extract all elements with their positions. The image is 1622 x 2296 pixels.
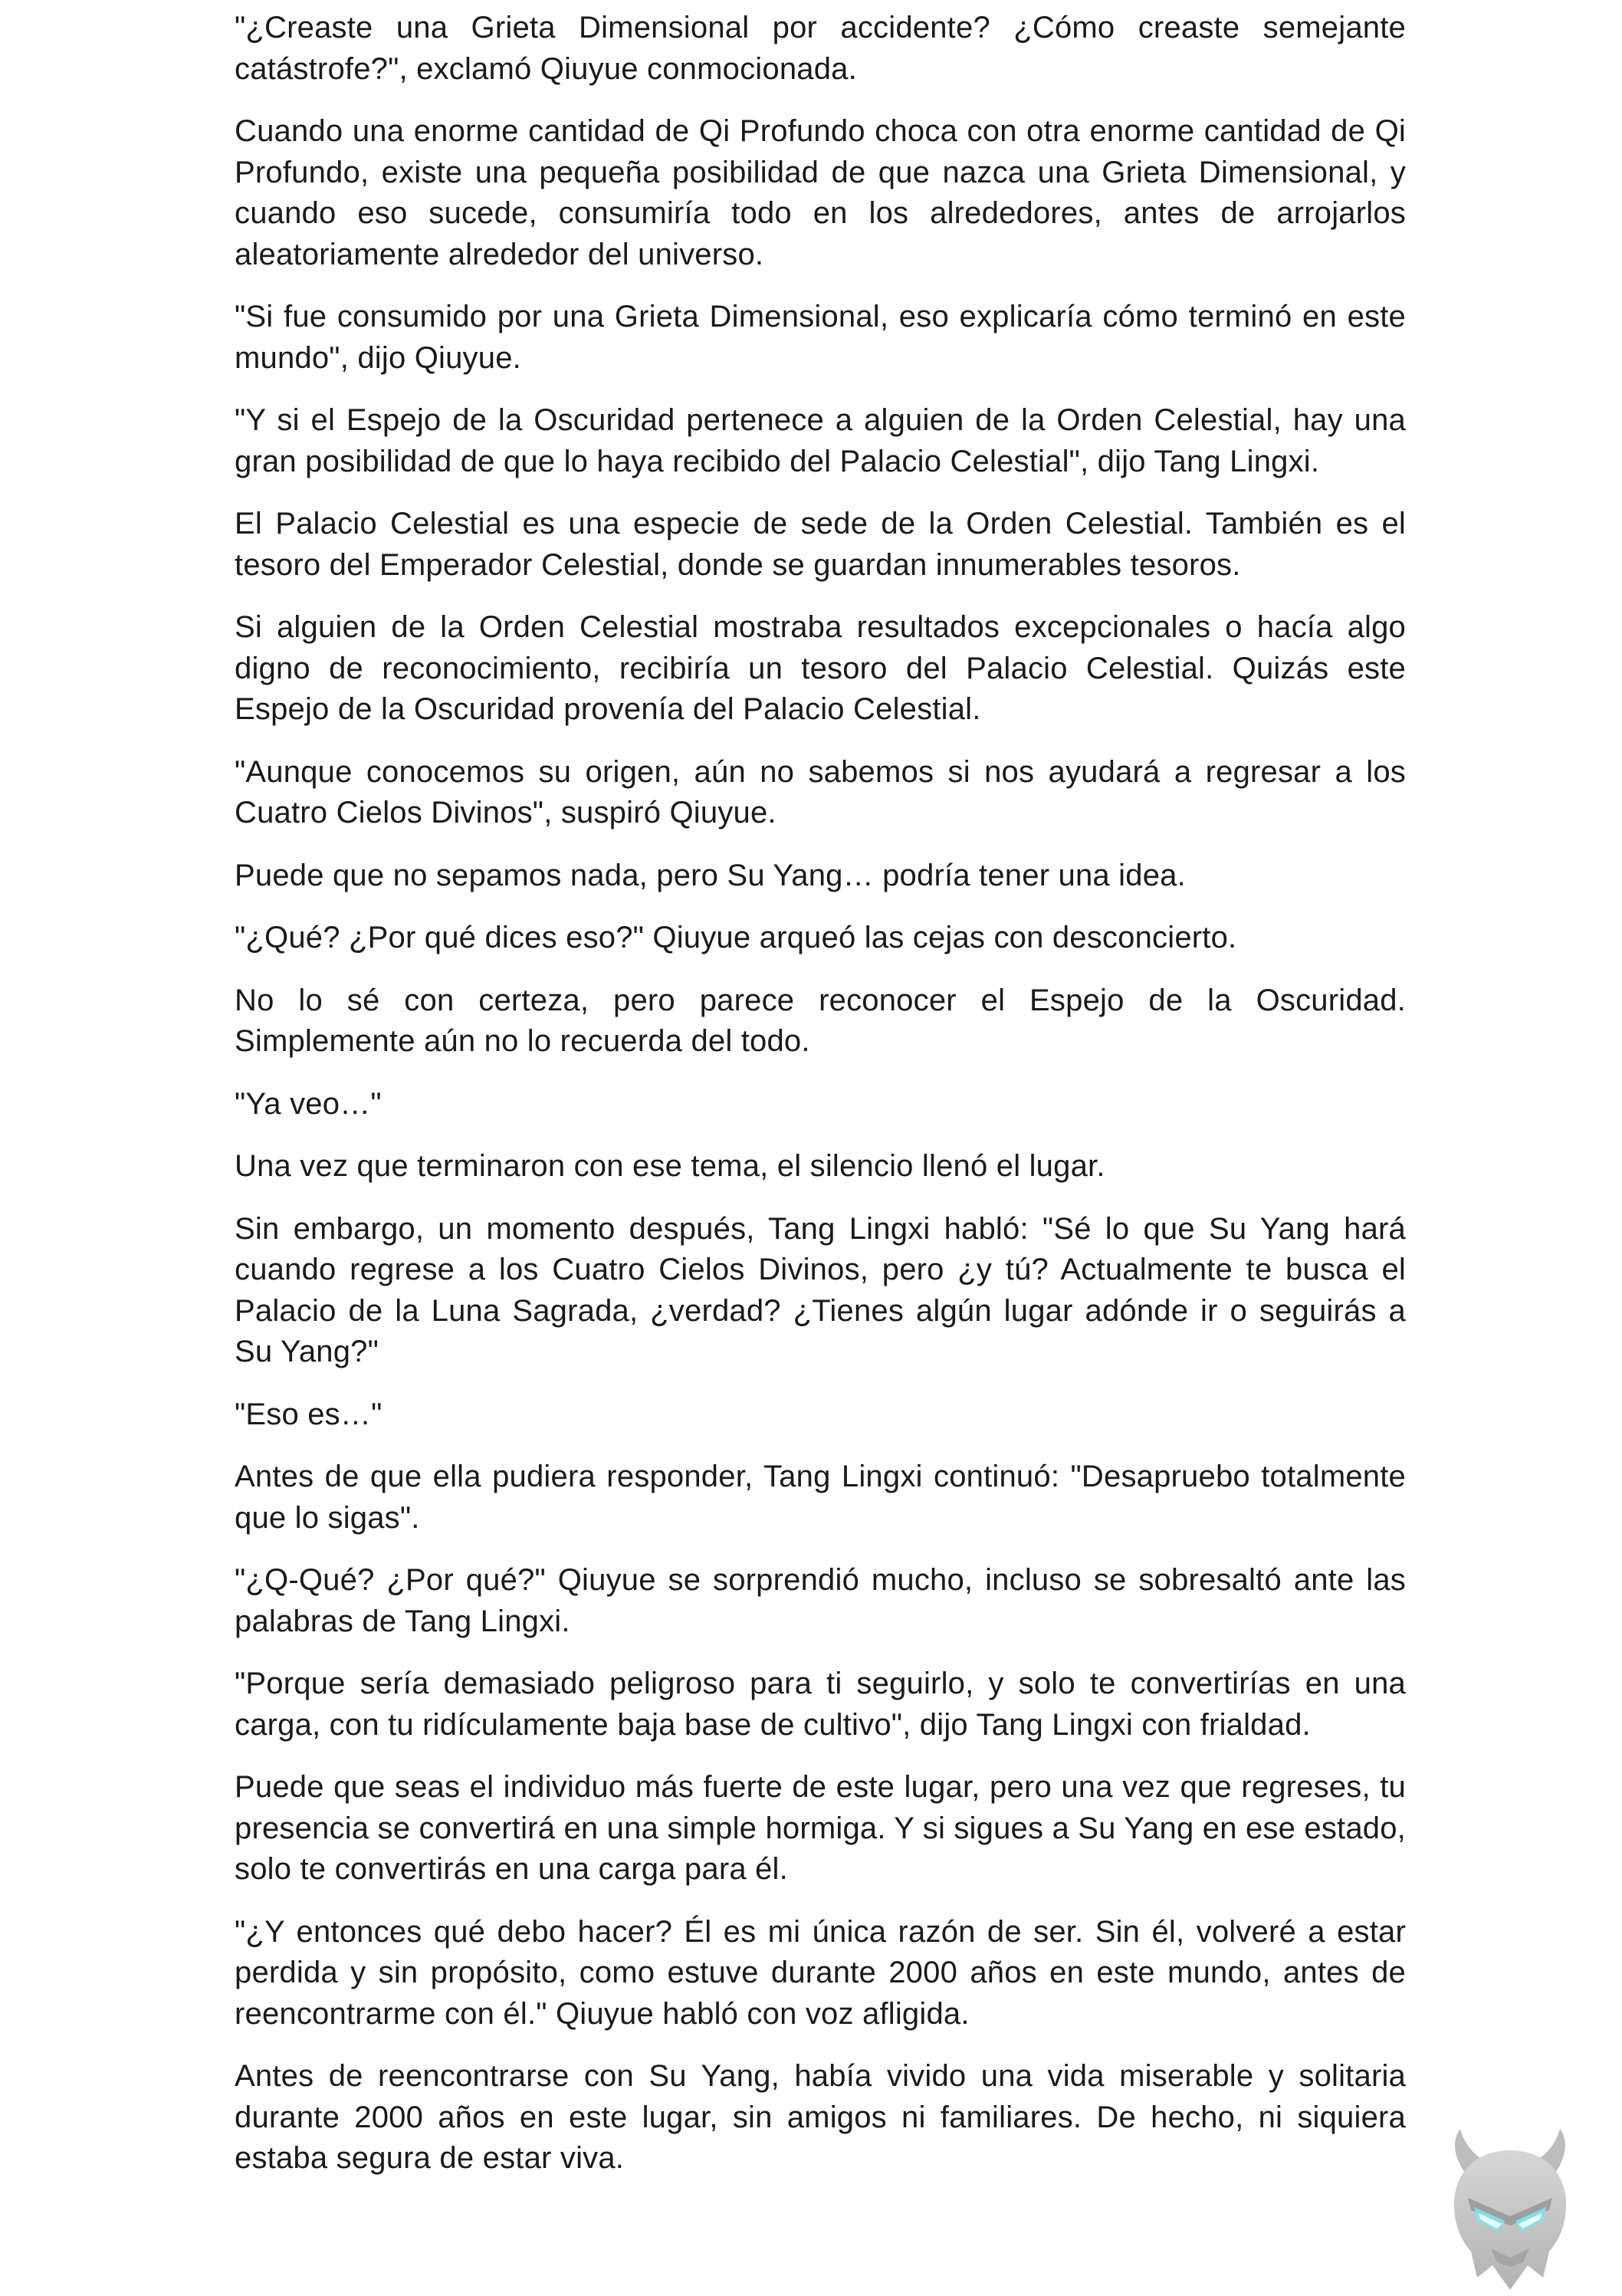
- paragraph-8: Puede que no sepamos nada, pero Su Yang… podría tener una idea.: [235, 858, 1186, 892]
- paragraph-7: "Aunque conocemos su origen, aún no sabemos si nos ayudará a regresar a los Cuatro Cielos Divinos", suspiró Qiuyue.: [235, 754, 1406, 829]
- paragraph-5: El Palacio Celestial es una especie de sede de la Orden Celestial. También es el tesoro del Emperador Celestial, donde se guardan innumerables tesoros.: [235, 507, 1406, 582]
- paragraph-3: "Si fue consumido por una Grieta Dimensional, eso explicaría cómo terminó en este mundo", dijo Qiuyue.: [235, 300, 1406, 375]
- paragraph-16: "¿Q-Qué? ¿Por qué?" Qiuyue se sorprendió mucho, incluso se sobresaltó ante las palabras de Tang Lingxi.: [235, 1563, 1406, 1638]
- paragraph-20: Antes de reencontrarse con Su Yang, había vivido una vida miserable y solitaria durante 2000 años en este lugar, sin amigos ni familiares. De hecho, ni siquiera estaba segura de estar viva.: [235, 2059, 1406, 2175]
- paragraph-10: No lo sé con certeza, pero parece reconocer el Espejo de la Oscuridad. Simplemente aún no lo recuerda del todo.: [235, 983, 1406, 1058]
- paragraph-4: "Y si el Espejo de la Oscuridad pertenece a alguien de la Orden Celestial, hay una gran posibilidad de que lo haya recibido del Palacio Celestial", dijo Tang Lingxi.: [235, 403, 1406, 478]
- paragraph-15: Antes de que ella pudiera responder, Tang Lingxi continuó: "Desapruebo totalmente que lo sigas".: [235, 1460, 1406, 1535]
- paragraph-1: "¿Creaste una Grieta Dimensional por accidente? ¿Cómo creaste semejante catástrofe?", exclamó Qiuyue conmocionada.: [235, 11, 1406, 86]
- paragraph-18: Puede que seas el individuo más fuerte de este lugar, pero una vez que regreses, tu presencia se convertirá en una simple hormiga. Y si sigues a Su Yang en ese estado, solo te convertirás en una carga para él.: [235, 1770, 1406, 1886]
- paragraph-17: "Porque sería demasiado peligroso para ti seguirlo, y solo te convertirías en una carga, con tu ridículamente baja base de cultivo", dijo Tang Lingxi con frialdad.: [235, 1667, 1406, 1742]
- document-page: [235, 0, 1406, 2294]
- paragraph-12: Una vez que terminaron con ese tema, el silencio llenó el lugar.: [235, 1149, 1105, 1183]
- demon-head-logo-icon: [1437, 2127, 1583, 2292]
- paragraph-14: "Eso es…": [235, 1397, 383, 1431]
- paragraph-19: "¿Y entonces qué debo hacer? Él es mi única razón de ser. Sin él, volveré a estar perdida y sin propósito, como estuve durante 2000 años en este mundo, antes de reencontrarme con él." Qiuyue habló con voz afligida.: [235, 1914, 1406, 2031]
- paragraph-6: Si alguien de la Orden Celestial mostraba resultados excepcionales o hacía algo digno de reconocimiento, recibiría un tesoro del Palacio Celestial. Quizás este Espejo de la Oscuridad provenía del Palacio Celestial.: [235, 610, 1406, 726]
- paragraph-9: "¿Qué? ¿Por qué dices eso?" Qiuyue arqueó las cejas con desconcierto.: [235, 921, 1237, 954]
- paragraph-13: Sin embargo, un momento después, Tang Lingxi habló: "Sé lo que Su Yang hará cuando regrese a los Cuatro Cielos Divinos, pero ¿y tú? Actualmente te busca el Palacio de la Luna Sagrada, ¿verdad? ¿Tienes algún lugar adónde ir o seguirás a Su Yang?": [235, 1211, 1406, 1368]
- paragraph-11: "Ya veo…": [235, 1086, 382, 1121]
- paragraph-2: Cuando una enorme cantidad de Qi Profundo choca con otra enorme cantidad de Qi Profundo, existe una pequeña posibilidad de que nazca una Grieta Dimensional, y cuando eso sucede, consumiría todo en los alrededores, antes de arrojarlos aleatoriamente alrededor del universo.: [235, 114, 1406, 271]
